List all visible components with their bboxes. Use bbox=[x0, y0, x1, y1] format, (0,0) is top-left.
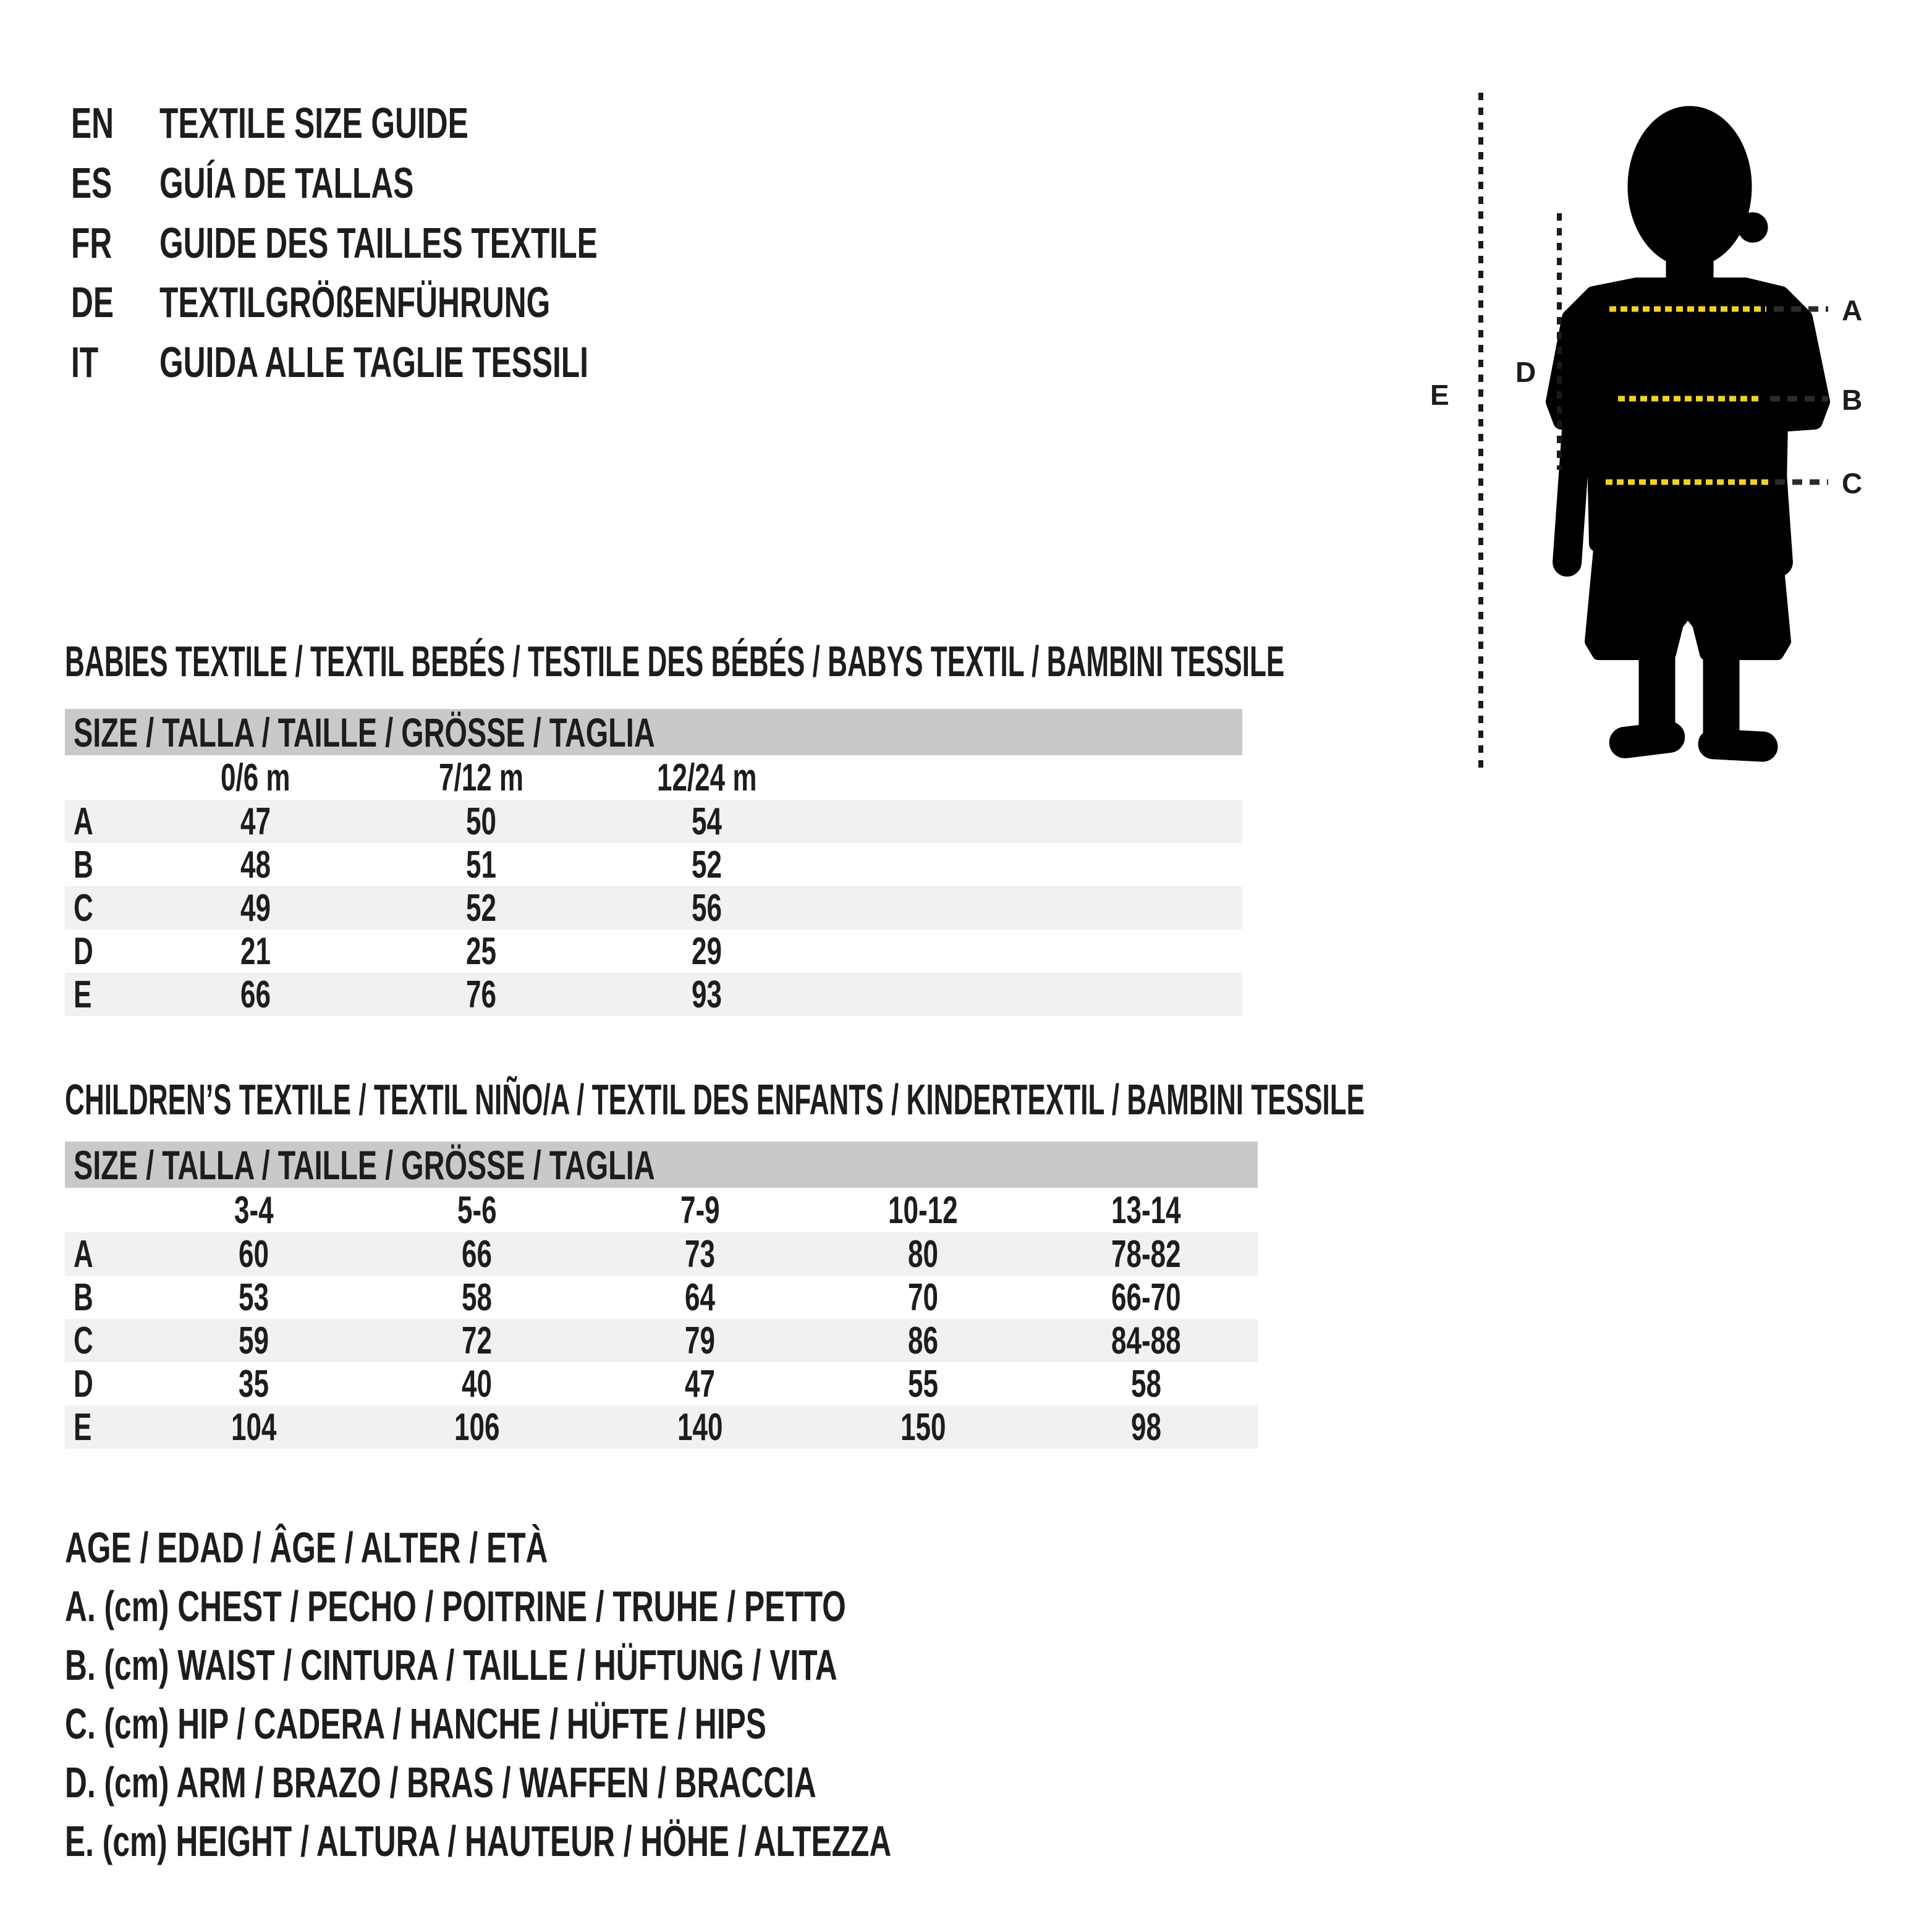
babies-column-header-row bbox=[65, 755, 1242, 800]
children-cell: 70 bbox=[907, 1276, 938, 1319]
babies-cell: 76 bbox=[466, 973, 496, 1016]
babies-cell: 29 bbox=[692, 930, 722, 973]
language-row-it bbox=[0, 339, 742, 385]
legend-item-height: E. (cm) HEIGHT / ALTURA / HAUTEUR / HÖHE / ALTEZZA bbox=[65, 1817, 892, 1865]
babies-column-7-12m: 7/12 m bbox=[438, 756, 524, 799]
children-row-c bbox=[65, 1319, 1258, 1362]
babies-cell: 51 bbox=[466, 843, 496, 886]
children-cell: 104 bbox=[231, 1405, 277, 1449]
children-cell: 86 bbox=[907, 1319, 938, 1362]
children-cell: 66-70 bbox=[1111, 1276, 1181, 1319]
children-column-7-9: 7-9 bbox=[680, 1188, 720, 1232]
babies-cell: 48 bbox=[240, 843, 271, 886]
babies-cell: 52 bbox=[466, 886, 496, 930]
babies-row-a-label: A bbox=[74, 800, 93, 843]
children-cell: 64 bbox=[684, 1276, 715, 1319]
children-row-d-label: D bbox=[74, 1362, 93, 1405]
children-cell: 35 bbox=[238, 1362, 269, 1405]
babies-cell: 49 bbox=[240, 886, 271, 930]
language-row-es bbox=[0, 160, 742, 206]
babies-cell: 50 bbox=[466, 800, 496, 843]
children-section-title: CHILDREN’S TEXTILE / TEXTIL NIÑO/A / TEXTIL DES ENFANTS / KINDERTEXTIL / BAMBINI TESSILE bbox=[65, 1075, 1365, 1124]
children-column-header-row bbox=[65, 1188, 1258, 1232]
babies-row-e-label: E bbox=[74, 973, 92, 1016]
children-cell: 73 bbox=[684, 1232, 715, 1276]
children-cell: 40 bbox=[461, 1362, 492, 1405]
children-cell: 60 bbox=[238, 1232, 269, 1276]
children-cell: 59 bbox=[238, 1319, 269, 1362]
language-code-de: DE bbox=[71, 278, 114, 326]
legend-item-arm: D. (cm) ARM / BRAZO / BRAS / WAFFEN / BRACCIA bbox=[65, 1758, 816, 1807]
language-code-es: ES bbox=[71, 159, 112, 207]
babies-row-c-label: C bbox=[74, 886, 93, 930]
babies-column-12-24m: 12/24 m bbox=[656, 756, 757, 799]
babies-cell: 54 bbox=[692, 800, 722, 843]
babies-row-b-label: B bbox=[74, 843, 93, 886]
children-row-d bbox=[65, 1362, 1258, 1405]
babies-cell: 47 bbox=[240, 800, 271, 843]
babies-cell: 93 bbox=[692, 973, 722, 1016]
children-cell: 150 bbox=[900, 1405, 946, 1449]
children-cell: 106 bbox=[454, 1405, 500, 1449]
children-column-5-6: 5-6 bbox=[457, 1188, 497, 1232]
children-column-13-14: 13-14 bbox=[1111, 1188, 1181, 1232]
language-code-fr: FR bbox=[71, 219, 112, 267]
figure-label-b: B bbox=[1842, 384, 1863, 416]
children-table-header-text: SIZE / TALLA / TAILLE / GRÖSSE / TAGLIA bbox=[74, 1142, 655, 1188]
language-row-de bbox=[0, 279, 742, 325]
figure-label-a: A bbox=[1842, 294, 1863, 326]
children-cell: 84-88 bbox=[1111, 1319, 1181, 1362]
children-row-a-label: A bbox=[74, 1232, 93, 1276]
babies-row-b bbox=[65, 843, 1242, 886]
children-cell: 79 bbox=[684, 1319, 715, 1362]
language-row-en bbox=[0, 100, 742, 146]
babies-cell: 52 bbox=[692, 843, 722, 886]
language-code-it: IT bbox=[71, 338, 99, 386]
babies-row-c bbox=[65, 886, 1242, 930]
children-row-e-label: E bbox=[74, 1405, 92, 1449]
babies-row-a bbox=[65, 800, 1242, 843]
figure-label-e: E bbox=[1430, 379, 1449, 411]
children-cell: 58 bbox=[461, 1276, 492, 1319]
language-title-es: GUÍA DE TALLAS bbox=[159, 159, 414, 207]
children-column-3-4: 3-4 bbox=[234, 1188, 274, 1232]
children-cell: 58 bbox=[1131, 1362, 1161, 1405]
legend-item-hip: C. (cm) HIP / CADERA / HANCHE / HÜFTE / HIPS bbox=[65, 1700, 766, 1748]
language-title-fr: GUIDE DES TAILLES TEXTILE bbox=[159, 219, 598, 267]
babies-table-header-text: SIZE / TALLA / TAILLE / GRÖSSE / TAGLIA bbox=[74, 709, 655, 755]
language-title-de: TEXTILGRÖßENFÜHRUNG bbox=[159, 278, 551, 326]
children-cell: 80 bbox=[907, 1232, 938, 1276]
babies-row-d bbox=[65, 930, 1242, 973]
language-title-it: GUIDA ALLE TAGLIE TESSILI bbox=[159, 338, 588, 386]
legend-age-line: AGE / EDAD / ÂGE / ALTER / ETÀ bbox=[65, 1523, 548, 1572]
language-row-fr bbox=[0, 220, 742, 266]
babies-table bbox=[65, 709, 1242, 1016]
children-cell: 55 bbox=[907, 1362, 938, 1405]
babies-column-0-6m: 0/6 m bbox=[221, 756, 290, 799]
children-row-c-label: C bbox=[74, 1319, 93, 1362]
children-cell: 78-82 bbox=[1111, 1232, 1181, 1276]
children-table-header-bar bbox=[65, 1142, 1258, 1188]
figure-label-c: C bbox=[1842, 467, 1863, 499]
children-row-b bbox=[65, 1276, 1258, 1319]
babies-cell: 21 bbox=[240, 930, 271, 973]
babies-cell: 25 bbox=[466, 930, 496, 973]
children-column-10-12: 10-12 bbox=[888, 1188, 958, 1232]
children-cell: 140 bbox=[677, 1405, 723, 1449]
babies-row-e bbox=[65, 973, 1242, 1016]
children-cell: 47 bbox=[684, 1362, 715, 1405]
language-code-en: EN bbox=[71, 99, 114, 147]
legend-item-waist: B. (cm) WAIST / CINTURA / TAILLE / HÜFTUNG / VITA bbox=[65, 1641, 837, 1689]
babies-cell: 56 bbox=[692, 886, 722, 930]
children-row-e bbox=[65, 1405, 1258, 1449]
language-title-en: TEXTILE SIZE GUIDE bbox=[159, 99, 468, 147]
babies-row-d-label: D bbox=[74, 930, 93, 973]
figure-label-d: D bbox=[1515, 356, 1536, 388]
children-row-a bbox=[65, 1232, 1258, 1276]
children-cell: 53 bbox=[238, 1276, 269, 1319]
children-row-b-label: B bbox=[74, 1276, 93, 1319]
children-cell: 98 bbox=[1131, 1405, 1161, 1449]
children-cell: 66 bbox=[461, 1232, 492, 1276]
legend-item-chest: A. (cm) CHEST / PECHO / POITRINE / TRUHE / PETTO bbox=[65, 1582, 846, 1630]
babies-table-header-bar bbox=[65, 709, 1242, 755]
children-cell: 72 bbox=[461, 1319, 492, 1362]
babies-section-title: BABIES TEXTILE / TEXTIL BEBÉS / TESTILE DES BÉBÉS / BABYS TEXTIL / BAMBINI TESSILE bbox=[65, 637, 1285, 685]
children-table bbox=[65, 1142, 1258, 1449]
babies-cell: 66 bbox=[240, 973, 271, 1016]
